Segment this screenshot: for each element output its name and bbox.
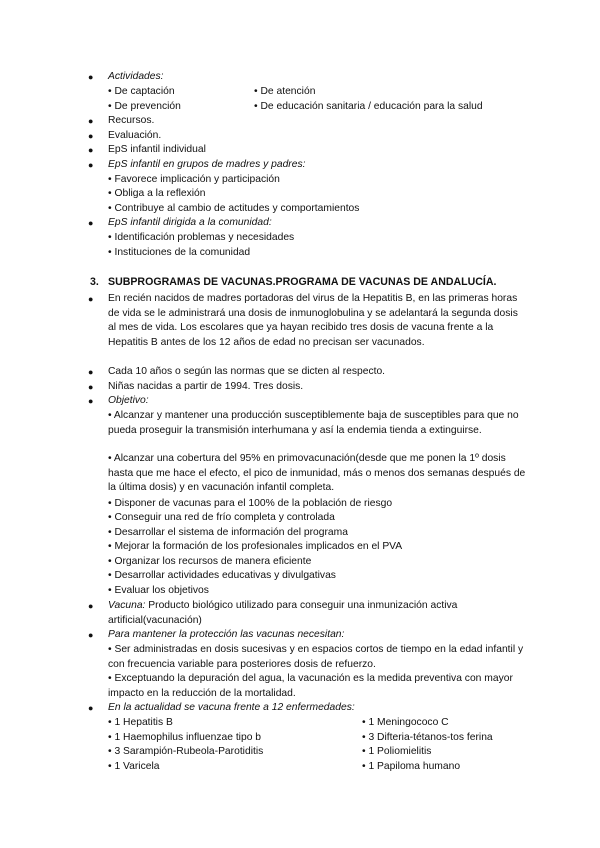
bullet: ● [88,72,94,82]
list-item: • Obliga a la reflexión [108,188,206,199]
list-item: • 1 Papiloma humano [362,761,461,772]
section-title: SUBPROGRAMAS DE VACUNAS.PROGRAMA DE VACUNAS DE ANDALUCÍA. [108,276,497,288]
vacuna-text: Producto biológico utilizado para conseguir una inmunización activa artificial(vacunación) [108,600,458,626]
list-item: • Disponer de vacunas para el 100% de la población de riesgo [108,498,393,509]
eps-individual-item: EpS infantil individual [108,144,206,155]
list-item: • Organizar los recursos de manera eficiente [108,556,312,567]
list-item: • 1 Meningococo C [362,717,449,728]
list-item: • 1 Varicela [108,761,160,772]
bullet: ● [88,145,94,155]
bullet: ● [88,131,94,141]
list-item: • 1 Poliomielitis [362,746,432,757]
list-item: • Desarrollar el sistema de información del programa [108,527,348,538]
list-item: • De captación [108,86,175,97]
cada10-item: Cada 10 años o según las normas que se dicten al respecto. [108,366,386,377]
evaluacion-item: Evaluación. [108,130,162,141]
objetivo-paragraph: • Alcanzar una cobertura del 95% en primovacunación(desde que me ponen la 1º dosis hasta que me hace el efecto, el pico de inmunidad, más o menos dos semanas después de la última dosis) y en vacunación infantil completa. [108,453,526,493]
list-item: • 3 Sarampión-Rubeola-Parotiditis [108,746,264,757]
objetivo-paragraph: • Alcanzar y mantener una producción susceptiblemente baja de susceptibles para que no pueda proseguir la transmisión interhumana y así la endemia tienda a extinguirse. [108,410,519,436]
list-item: • Identificación problemas y necesidades [108,232,295,243]
list-item: • Instituciones de la comunidad [108,247,251,258]
section-heading [90,276,496,288]
list-item: • De atención [254,86,316,97]
actualidad-label: En la actualidad se vacuna frente a 12 enfermedades: [108,702,355,713]
bullet: ● [88,396,94,406]
ninas-item: Niñas nacidas a partir de 1994. Tres dosis. [108,381,304,392]
list-item: • Conseguir una red de frío completa y controlada [108,512,335,523]
bullet: ● [88,218,94,228]
list-item: • 3 Difteria-tétanos-tos ferina [362,732,493,743]
vacuna-definition [108,599,528,628]
list-item: • De educación sanitaria / educación para la salud [254,101,483,112]
list-item: • 1 Hepatitis B [108,717,173,728]
bullet: ● [88,601,94,611]
section-number: 3. [90,276,99,288]
list-item: • 1 Haemophilus influenzae tipo b [108,732,262,743]
bullet: ● [88,630,94,640]
proteccion-label: Para mantener la protección las vacunas necesitan: [108,629,345,640]
list-item: • Contribuye al cambio de actitudes y comportamientos [108,203,360,214]
actividades-label: Actividades: [108,71,164,82]
eps-comunidad-label: EpS infantil dirigida a la comunidad: [108,217,272,228]
list-item: • De prevención [108,101,181,112]
eps-grupos-label: EpS infantil en grupos de madres y padres: [108,159,306,170]
list-item: • Favorece implicación y participación [108,174,280,185]
bullet: ● [88,294,94,304]
list-item: • Mejorar la formación de los profesionales implicados en el PVA [108,541,403,552]
recursos-item: Recursos. [108,115,155,126]
list-item: • Desarrollar actividades educativas y divulgativas [108,570,336,581]
hepatitis-paragraph: En recién nacidos de madres portadoras del virus de la Hepatitis B, en las primeras horas de vida se le administrará una dosis de inmunoglobulina y se adelantará la segunda dosis al mes de vida. Los escolares que ya hayan recibido tres dosis de vacuna frente a la Hepatitis B antes de los 12 años de edad no precisan ser vacunados. [108,293,518,348]
bullet: ● [88,116,94,126]
bullet: ● [88,367,94,377]
list-item: • Evaluar los objetivos [108,585,209,596]
bullet: ● [88,703,94,713]
objetivo-label: Objetivo: [108,395,149,406]
bullet: ● [88,160,94,170]
proteccion-paragraph: • Exceptuando la depuración del agua, la vacunación es la medida preventiva con mayor impacto en la reducción de la mortalidad. [108,673,513,699]
bullet: ● [88,382,94,392]
vacuna-label: Vacuna: [108,600,146,611]
proteccion-paragraph: • Ser administradas en dosis sucesivas y en espacios cortos de tiempo en la edad infantil y con frecuencia variable para posteriores dosis de refuerzo. [108,644,524,670]
